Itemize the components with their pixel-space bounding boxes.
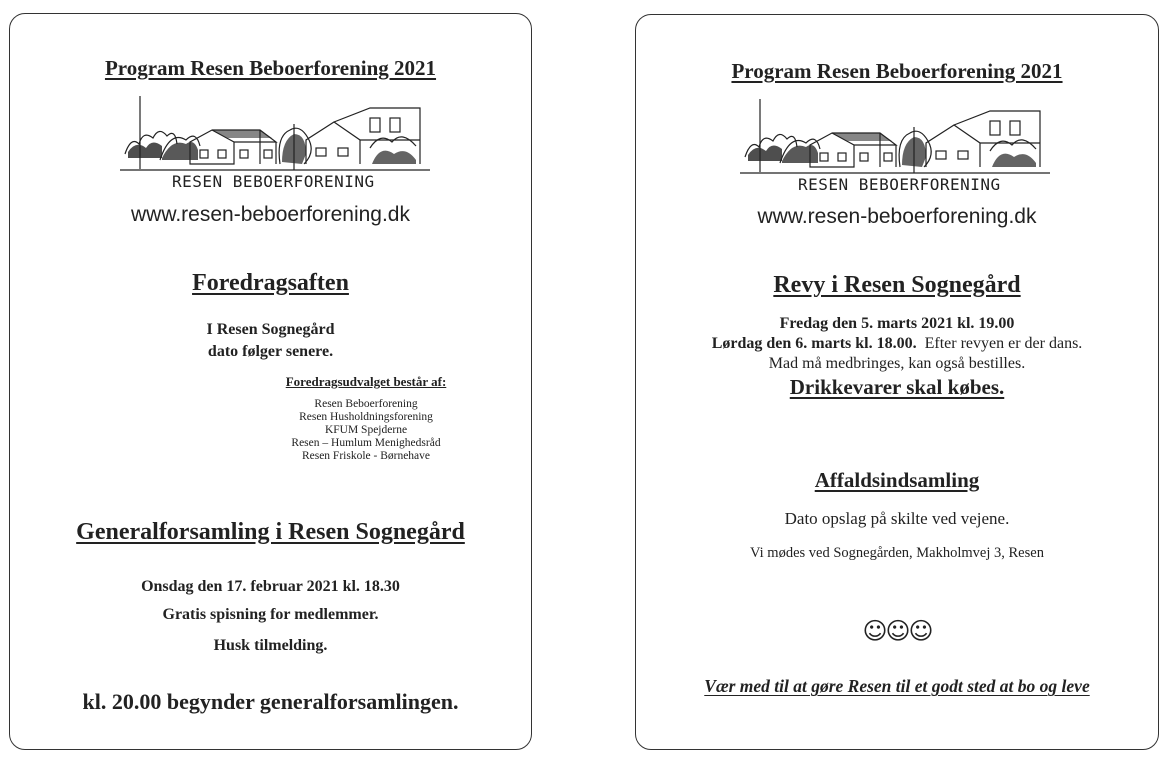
foredrag-place: I Resen Sognegård xyxy=(206,321,335,338)
committee-item: Resen Friskole - Børnehave xyxy=(301,450,431,462)
committee-item: Resen – Humlum Menighedsråd xyxy=(291,437,441,449)
revy-saturday-line xyxy=(636,335,1158,353)
revy-friday: Fredag den 5. marts 2021 kl. 19.00 xyxy=(779,315,1015,332)
revy-food: Mad må medbringes, kan også bestilles. xyxy=(768,355,1026,372)
committee-title: Foredragsudvalget består af: xyxy=(285,374,447,389)
motto: Vær med til at gøre Resen til et godt sted at bo og leve xyxy=(704,676,1090,696)
smiley-icon: ☺☺☺ xyxy=(862,617,932,645)
logo-text: RESEN BEBOERFORENING xyxy=(172,172,375,191)
committee-list xyxy=(273,398,459,463)
revy-saturday-extra: Efter revyen er der dans. xyxy=(924,335,1083,352)
committee-block xyxy=(273,374,459,463)
village-logo-image xyxy=(120,94,430,172)
website-url: www.resen-beboerforening.dk xyxy=(131,203,410,226)
committee-item: Resen Husholdningsforening xyxy=(299,411,433,423)
general-date: Onsdag den 17. februar 2021 kl. 18.30 xyxy=(141,578,400,595)
program-title: Program Resen Beboerforening 2021 xyxy=(731,59,1063,83)
general-signup: Husk tilmelding. xyxy=(213,637,328,654)
general-dinner: Gratis spisning for medlemmer. xyxy=(162,606,379,623)
village-logo-image xyxy=(740,97,1050,175)
waste-meeting-place: Vi mødes ved Sognegården, Makholmvej 3, Resen xyxy=(750,545,1044,561)
left-program-card xyxy=(9,13,532,750)
foredrag-heading: Foredragsaften xyxy=(192,270,349,296)
general-heading: Generalforsamling i Resen Sognegård xyxy=(76,519,465,545)
program-title: Program Resen Beboerforening 2021 xyxy=(104,56,437,80)
committee-item: KFUM Spejderne xyxy=(324,424,408,436)
committee-item: Resen Beboerforening xyxy=(314,398,418,410)
revy-drinks: Drikkevarer skal købes. xyxy=(789,375,1005,399)
foredrag-date-note: dato følger senere. xyxy=(207,343,334,360)
waste-heading: Affaldsindsamling xyxy=(814,468,980,492)
revy-heading: Revy i Resen Sognegård xyxy=(773,272,1021,298)
right-program-card xyxy=(635,14,1159,750)
logo-text: RESEN BEBOERFORENING xyxy=(798,175,1001,194)
general-start-time: kl. 20.00 begynder generalforsamlingen. xyxy=(82,689,459,714)
waste-date: Dato opslag på skilte ved vejene. xyxy=(784,509,1010,528)
revy-saturday: Lørdag den 6. marts kl. 18.00. xyxy=(711,335,917,352)
website-url: www.resen-beboerforening.dk xyxy=(757,205,1037,228)
